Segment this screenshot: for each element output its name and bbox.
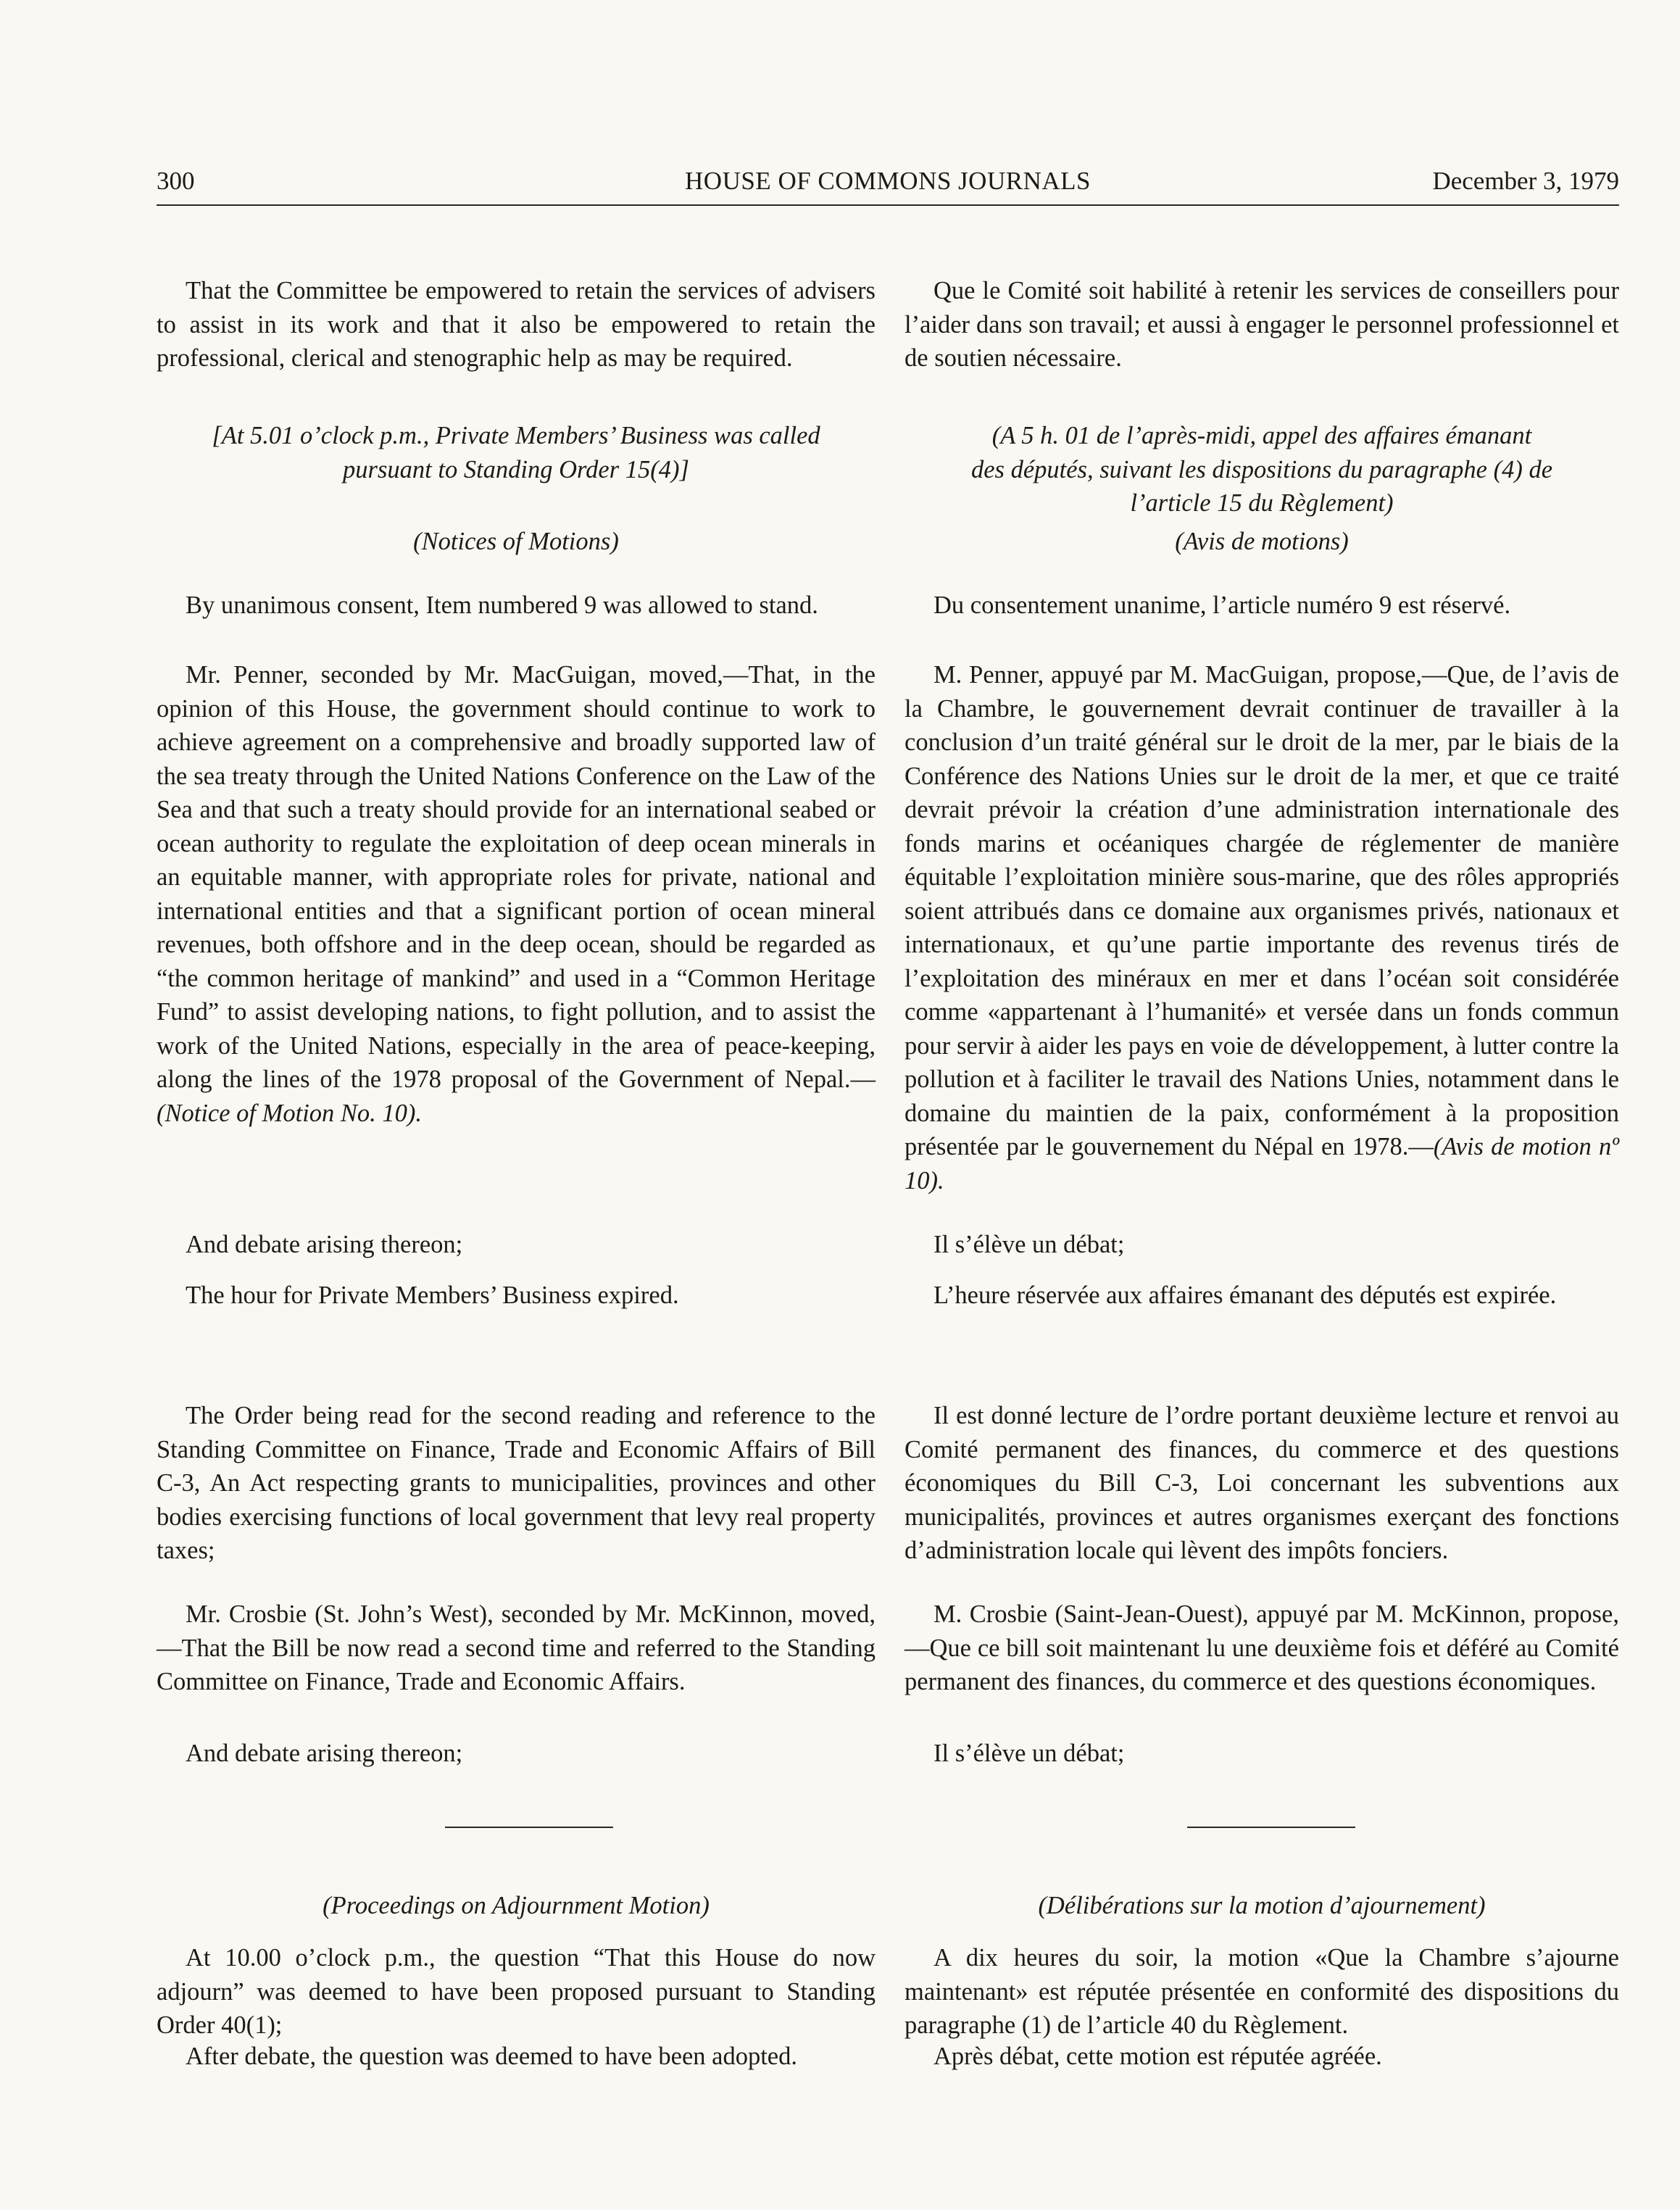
journal-date: December 3, 1979 [1432, 167, 1619, 195]
fr-penner-notice: (Avis de motion nº 10). [905, 1133, 1619, 1195]
fr-crosbie-motion: M. Crosbie (Saint-Jean-Ouest), appuyé par M. McKinnon, propose,—Que ce bill soit maintenant lu une deuxième fois et déféré au Comité permanent des finances, du commerce et des questions économiques. [905, 1600, 1619, 1695]
fr-pmb-line-1: (A 5 h. 01 de l’après-midi, appel des affaires émanant [991, 422, 1532, 449]
fr-pmb-line-2: des députés, suivant les dispositions du paragraphe (4) de [970, 455, 1553, 483]
en-notices-heading: (Notices of Motions) [413, 528, 619, 555]
en-hour-expired: The hour for Private Members’ Business expired. [186, 1281, 679, 1309]
en-after-debate: After debate, the question was deemed to have been adopted. [186, 2043, 797, 2070]
fr-after-debate: Après débat, cette motion est réputée agréée. [933, 2043, 1382, 2070]
french-column [905, 255, 1619, 2154]
fr-debate-2: Il s’élève un débat; [933, 1740, 1125, 1767]
english-column [157, 255, 876, 2154]
en-penner-motion [157, 658, 876, 1130]
en-section-divider [445, 1827, 613, 1828]
fr-notices-heading: (Avis de motions) [1175, 528, 1349, 555]
page-number: 300 [157, 167, 195, 195]
en-order-c3: The Order being read for the second reading and reference to the Standing Committee on Finance, Trade and Economic Affairs of Bill C-3, An Act respecting grants to municipalities, provinces and other bodies exercising functions of local government that levy real property taxes; [157, 1402, 876, 1564]
fr-order-c3: Il est donné lecture de l’ordre portant deuxième lecture et renvoi au Comité permanent des finances, du commerce et des questions économiques du Bill C-3, Loi concernant les subventions aux municipalités, provinces et autres organismes exerçant des fonctions d’administration locale qui lèvent des impôts fonciers. [905, 1402, 1619, 1564]
fr-adjournment-paragraph: A dix heures du soir, la motion «Que la Chambre s’ajourne maintenant» est réputée présentée en conformité des dispositions du paragraphe (1) de l’article 40 du Règlement. [905, 1944, 1619, 2039]
fr-pmb-note [905, 419, 1619, 520]
en-debate-1: And debate arising thereon; [186, 1231, 463, 1258]
en-penner-motion-text: Mr. Penner, seconded by Mr. MacGuigan, moved,—That, in the opinion of this House, the government should continue to work to achieve agreement on a comprehensive and broadly supported law of the sea treaty through the United Nations Conference on the Law of the Sea and that such a treaty should provide for an international seabed or ocean authority to regulate the exploitation of deep ocean minerals in an equitable manner, with appropriate roles for private, national and international entities and that a significant portion of ocean mineral revenues, both offshore and in the deep ocean, should be regarded as “the common heritage of mankind” and used in a “Common Heritage Fund” to assist developing nations, to fight pollution, and to assist the work of the United Nations, especially in the area of peace-keeping, along the lines of the 1978 proposal of the Government of Nepal.— [157, 661, 876, 1093]
fr-item-9: Du consentement unanime, l’article numéro 9 est réservé. [933, 591, 1511, 619]
en-pmb-line-1: [At 5.01 o’clock p.m., Private Members’ Business was called [212, 422, 820, 449]
en-pmb-line-2: pursuant to Standing Order 15(4)] [343, 455, 689, 483]
en-pmb-note [157, 419, 876, 486]
en-committee-paragraph: That the Committee be empowered to retain the services of advisers to assist in its work and that it also be empowered to retain the professional, clerical and stenographic help as may be required. [157, 277, 876, 372]
fr-hour-expired: L’heure réservée aux affaires émanant des députés est expirée. [933, 1281, 1557, 1309]
page-header [157, 161, 1619, 206]
en-crosbie-motion: Mr. Crosbie (St. John’s West), seconded by Mr. McKinnon, moved,—That the Bill be now read a second time and referred to the Standing Committee on Finance, Trade and Economic Affairs. [157, 1600, 876, 1695]
fr-pmb-line-3: l’article 15 du Règlement) [1130, 489, 1394, 517]
en-debate-2: And debate arising thereon; [186, 1740, 463, 1767]
en-adjournment-paragraph: At 10.00 o’clock p.m., the question “That this House do now adjourn” was deemed to have been proposed pursuant to Standing Order 40(1); [157, 1944, 876, 2039]
en-item-9: By unanimous consent, Item numbered 9 was allowed to stand. [186, 591, 818, 619]
en-penner-notice: (Notice of Motion No. 10). [157, 1099, 423, 1127]
journal-title: HOUSE OF COMMONS JOURNALS [685, 167, 1091, 195]
fr-adjournment-heading: (Délibérations sur la motion d’ajournement) [1038, 1892, 1486, 1919]
en-adjournment-heading: (Proceedings on Adjournment Motion) [323, 1892, 710, 1919]
fr-debate-1: Il s’élève un débat; [933, 1231, 1125, 1258]
fr-penner-motion [905, 658, 1619, 1197]
fr-committee-paragraph: Que le Comité soit habilité à retenir les services de conseillers pour l’aider dans son travail; et aussi à engager le personnel professionnel et de soutien nécessaire. [905, 277, 1619, 372]
fr-penner-motion-text: M. Penner, appuyé par M. MacGuigan, propose,—Que, de l’avis de la Chambre, le gouvernement devrait continuer de travailler à la conclusion d’un traité général sur le droit de la mer, par le biais de la Conférence des Nations Unies sur le droit de la mer, et que ce traité devrait prévoir la création d’une administration internationale des fonds marins et océaniques chargée de réglementer de manière équitable l’exploitation minière sous-marine, que des rôles appropriés soient attribués dans ce domaine aux organismes privés, nationaux et internationaux, et qu’une partie importante des revenus tirés de l’exploitation des minéraux en mer et dans l’océan soit considérée comme «appartenant à l’humanité» et versée dans un fonds commun pour servir à aider les pays en voie de développement, à lutter contre la pollution et à faciliter le travail des Nations Unies, notamment dans le domaine du maintien de la paix, conformément à la proposition présentée par le gouvernement du Népal en 1978.— [905, 661, 1619, 1160]
fr-section-divider [1187, 1827, 1355, 1828]
